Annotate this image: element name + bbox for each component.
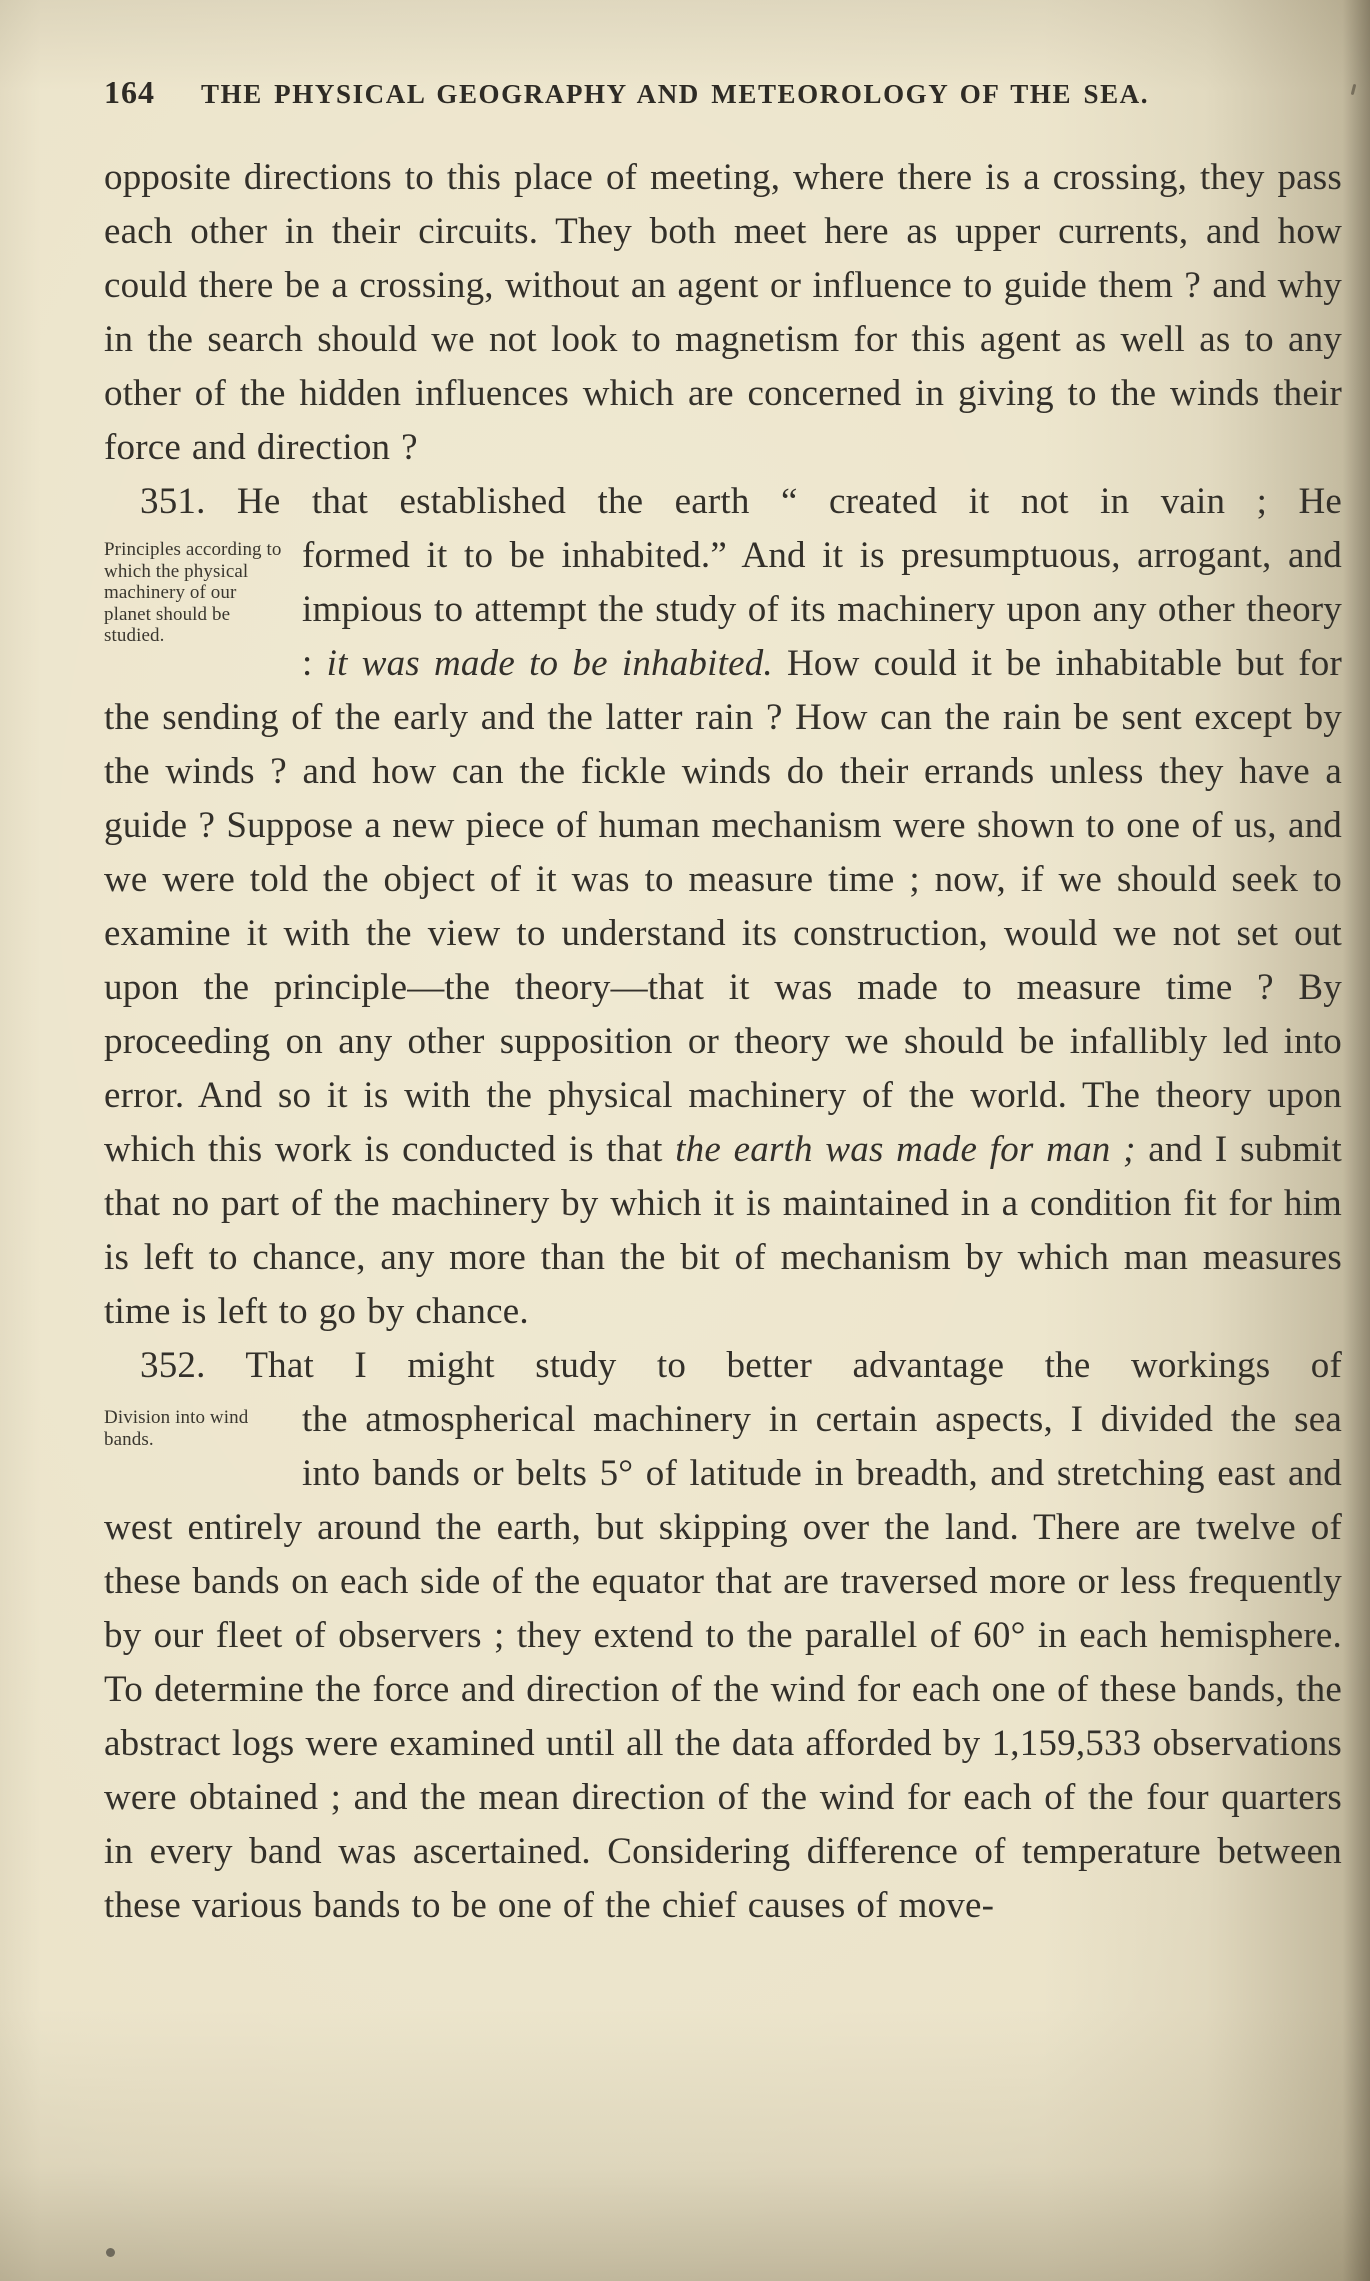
main-text: [104, 151, 1342, 1933]
paragraph-352-body: [104, 1393, 1342, 1933]
paragraph-351-body: [104, 529, 1342, 1339]
paragraph-352-first-line: 352. That I might study to better advantage the workings of: [140, 1345, 1342, 1386]
paragraph-351: [104, 475, 1342, 1339]
text-segment: formed it to be inhabited.” And it is presumptuous, arrogant, and impious to attempt the study of its machinery upon any other theory :: [302, 535, 1342, 684]
paragraph-352: [104, 1339, 1342, 1933]
page-header: [104, 74, 1342, 111]
running-title: THE PHYSICAL GEOGRAPHY AND METEOROLOGY OF THE SEA.: [201, 79, 1150, 109]
text-segment: How could it be inhabitable but for the sending of the early and the latter rain ? How can the rain be sent except by the winds ? and how can the fickle winds do their errands unless they have a guide ? Suppose a new piece of human mechanism were shown to one of us, and we were told the object of it was to measure time ; now, if we should seek to examine it with the view to understand its construction, would we not set out upon the principle—the theory—that it was made to measure time ? By proceeding on any other supposition or theory we should be infallibly led into error. And so it is with the physical machinery of the world. The theory upon which this work is conducted is that: [104, 643, 1343, 1170]
text-segment-italic: it was made to be inhabited.: [326, 643, 773, 684]
text-segment: and I submit that no part of the machinery by which it is maintained in a condition fit for him is left to chance, any more than the bit of mechanism by which man measures time is left to go by chance.: [104, 1129, 1343, 1332]
sidenote-351: Principles according to which the physical machinery of our planet should be studied.: [104, 539, 282, 646]
paragraph-350-continuation: [104, 151, 1342, 475]
ink-stray-mark: [1351, 84, 1357, 95]
text-segment: the atmospherical machinery in certain aspects, I divided the sea into bands or belts 5° of latitude in breadth, and stretching east and west entirely around the earth, but skipping over the land. There are twelve of these bands on each side of the equator that are traversed more or less frequently by our fleet of observers ; they extend to the parallel of 60° in each hemisphere. To determine the force and direction of the wind for each one of these bands, the abstract logs were examined until all the data afforded by 1,159,533 observations were obtained ; and the mean direction of the wind for each of the four quarters in every band was ascertained. Considering difference of temperature between these various bands to be one of the chief causes of move-: [104, 1399, 1342, 1926]
sidenote-352: Division into wind bands.: [104, 1407, 249, 1450]
page-number: 164: [104, 74, 155, 110]
text-segment-italic: the earth was made for man ;: [675, 1129, 1136, 1170]
paragraph-351-first-line: 351. He that established the earth “ created it not in vain ; He: [140, 481, 1342, 522]
ink-speck: [106, 2248, 115, 2257]
text-segment: opposite directions to this place of meeting, where there is a crossing, they pass each other in their circuits. They both meet here as upper currents, and how could there be a crossing, without an agent or influence to guide them ? and why in the search should we not look to magnetism for this agent as well as to any other of the hidden influences which are concerned in giving to the winds their force and direction ?: [104, 157, 1342, 468]
